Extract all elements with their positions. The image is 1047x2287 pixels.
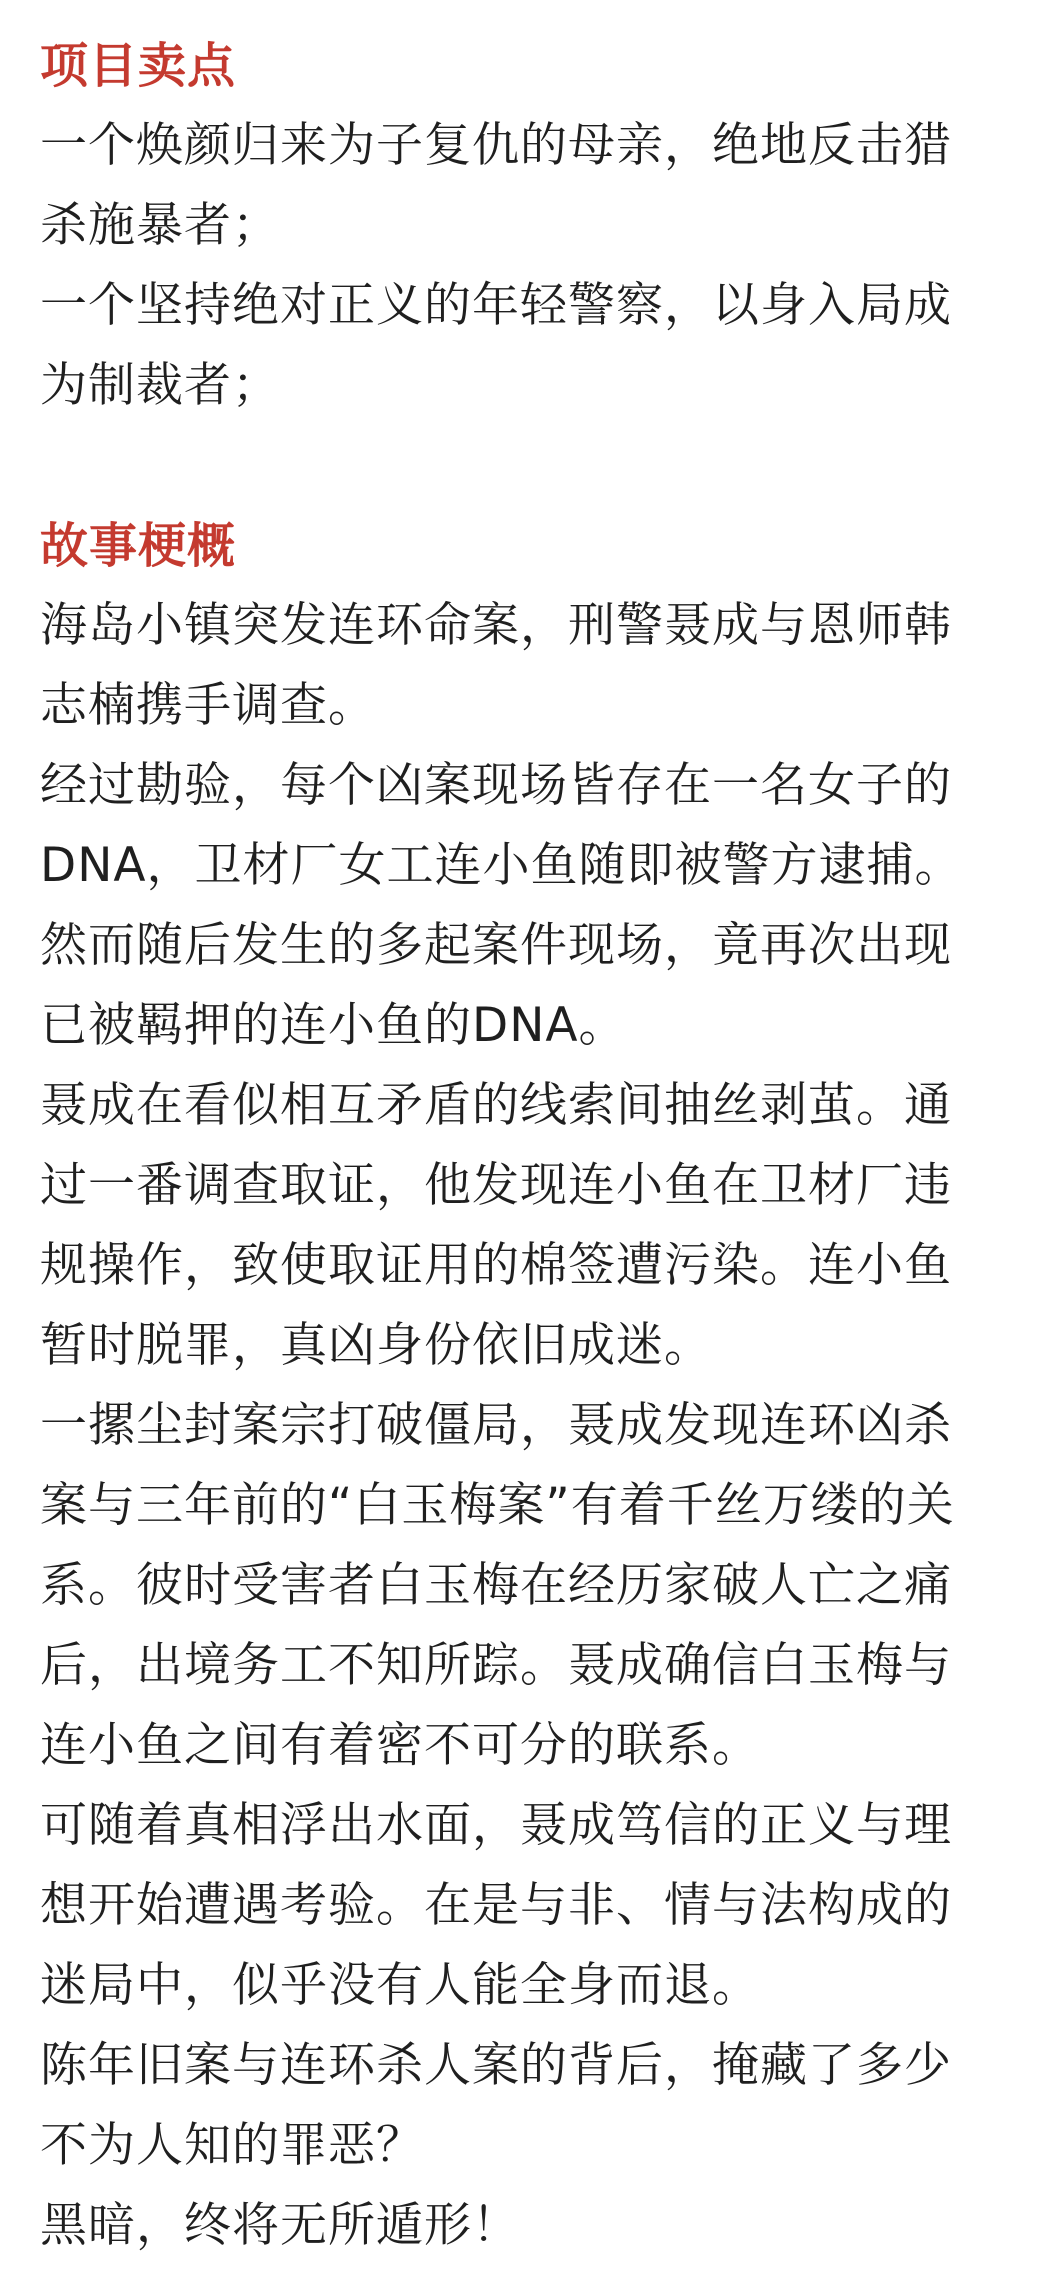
text-line: 连小鱼之间有着密不可分的联系。: [40, 1718, 760, 1773]
text-line: 黑暗，终将无所遁形！: [40, 2198, 520, 2253]
text-line: 过一番调查取证，他发现连小鱼在卫材厂违: [40, 1158, 952, 1213]
text-line: 经过勘验，每个凶案现场皆存在一名女子的: [40, 758, 952, 813]
text-line: 海岛小镇突发连环命案，刑警聂成与恩师韩: [40, 598, 952, 653]
synopsis-heading: 故事梗概: [40, 518, 237, 574]
text-line: 一个焕颜归来为子复仇的母亲，绝地反击猎: [40, 118, 952, 173]
text-line: 志楠携手调查。: [40, 678, 376, 733]
text-line: 陈年旧案与连环杀人案的背后，掩藏了多少: [40, 2038, 952, 2093]
text-line: 想开始遭遇考验。在是与非、情与法构成的: [40, 1878, 952, 1933]
selling-points-section: [40, 26, 1010, 426]
text-line: 系。彼时受害者白玉梅在经历家破人亡之痛: [40, 1558, 952, 1613]
text-line: 为制裁者；: [40, 358, 280, 413]
text-line: 规操作，致使取证用的棉签遭污染。连小鱼: [40, 1238, 952, 1293]
synopsis-section: [40, 506, 1010, 2266]
text-line: 一个坚持绝对正义的年轻警察，以身入局成: [40, 278, 952, 333]
text-line: DNA，卫材厂女工连小鱼随即被警方逮捕。: [40, 838, 963, 893]
text-line: 不为人知的罪恶？: [40, 2118, 424, 2173]
text-line: 案与三年前的“白玉梅案”有着千丝万缕的关: [40, 1478, 955, 1533]
text-line: 暂时脱罪，真凶身份依旧成迷。: [40, 1318, 712, 1373]
text-line: 一摞尘封案宗打破僵局，聂成发现连环凶杀: [40, 1398, 952, 1453]
text-line: 聂成在看似相互矛盾的线索间抽丝剥茧。通: [40, 1078, 952, 1133]
selling-points-heading: 项目卖点: [40, 38, 237, 94]
text-line: 迷局中，似乎没有人能全身而退。: [40, 1958, 760, 2013]
section-spacer: [40, 426, 1010, 506]
text-line: 然而随后发生的多起案件现场，竟再次出现: [40, 918, 952, 973]
text-line: 后，出境务工不知所踪。聂成确信白玉梅与: [40, 1638, 952, 1693]
article: [40, 26, 1010, 2266]
text-line: 已被羁押的连小鱼的DNA。: [40, 998, 627, 1053]
text-line: 杀施暴者；: [40, 198, 280, 253]
text-line: 可随着真相浮出水面，聂成笃信的正义与理: [40, 1798, 952, 1853]
